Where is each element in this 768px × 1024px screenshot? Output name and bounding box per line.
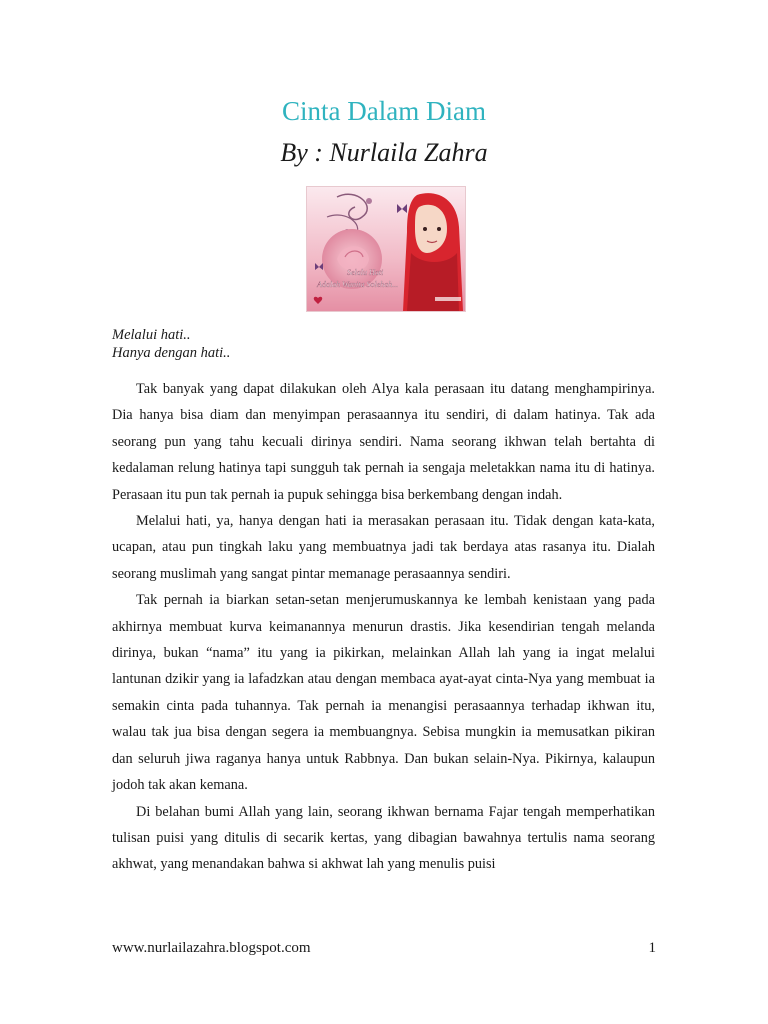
- footer-url: www.nurlailazahra.blogspot.com: [112, 940, 311, 956]
- author-byline: By : Nurlaila Zahra: [280, 138, 488, 167]
- paragraph: Tak pernah ia biarkan setan-setan menjerumuskannya ke lembah kenistaan yang pada akhirnya membuat kurva keimanannya menurun drastis. Jika kesendirian tengah melanda dirinya, bukan “nama” itu yang ia pikirkan, melainkan Allah lah yang ia ingat melalui lantunan dzikir yang ia lafadzkan atau dengan membaca ayat-ayat cinta-Nya yang membuat ia semakin cinta pada tuhannya. Tak pernah ia menangisi perasaannya terhadap ikhwan itu, walau tak jua bisa dengan segera ia membuangnya. Sebisa mungkin ia memusatkan pikiran dan seluruh jiwa raganya hanya untuk Rabbnya. Dan bukan selain-Nya. Pikirnya, kalaupun jodoh tak akan kemana.: [112, 592, 655, 794]
- verse-line: Melalui hati..: [112, 327, 191, 343]
- cover-caption-1: Selalu Hati: [347, 268, 384, 277]
- opening-verse: [112, 326, 230, 362]
- verse-line: Hanya dengan hati..: [112, 345, 231, 361]
- paragraph: Di belahan bumi Allah yang lain, seorang ikhwan bernama Fajar tengah memperhatikan tulisan puisi yang ditulis di secarik kertas, yang dibagian bawahnya tertulis nama seorang akhwat, yang menandakan bahwa si akhwat lah yang menulis puisi: [112, 803, 655, 873]
- paragraph: Melalui hati, ya, hanya dengan hati ia merasakan perasaan itu. Tidak dengan kata-kata, ucapan, atau pun tingkah laku yang membuatnya jadi tak berdaya atas rasanya itu. Dialah seorang muslimah yang sangat pintar memanage perasaannya sendiri.: [112, 513, 655, 582]
- story-body: [112, 376, 655, 878]
- page-number: 1: [648, 940, 656, 956]
- document-title: Cinta Dalam Diam: [282, 96, 486, 126]
- cover-illustration: [306, 186, 466, 312]
- cover-art: [307, 187, 465, 311]
- paragraph: Tak banyak yang dapat dilakukan oleh Alya kala perasaan itu datang menghampirinya. Dia hanya bisa diam dan menyimpan perasaannya itu sendiri, di dalam hatinya. Tak ada seorang pun yang tahu kecuali dirinya sendiri. Nama seorang ikhwan telah bertahta di kedalaman relung hatinya tapi sungguh tak pernah ia sengaja meletakkan nama itu di hatinya. Perasaan itu pun tak pernah ia pupuk sehingga bisa berkembang dengan indah.: [112, 381, 655, 503]
- cover-caption-2: Adalah Wanita Solehah...: [317, 280, 399, 289]
